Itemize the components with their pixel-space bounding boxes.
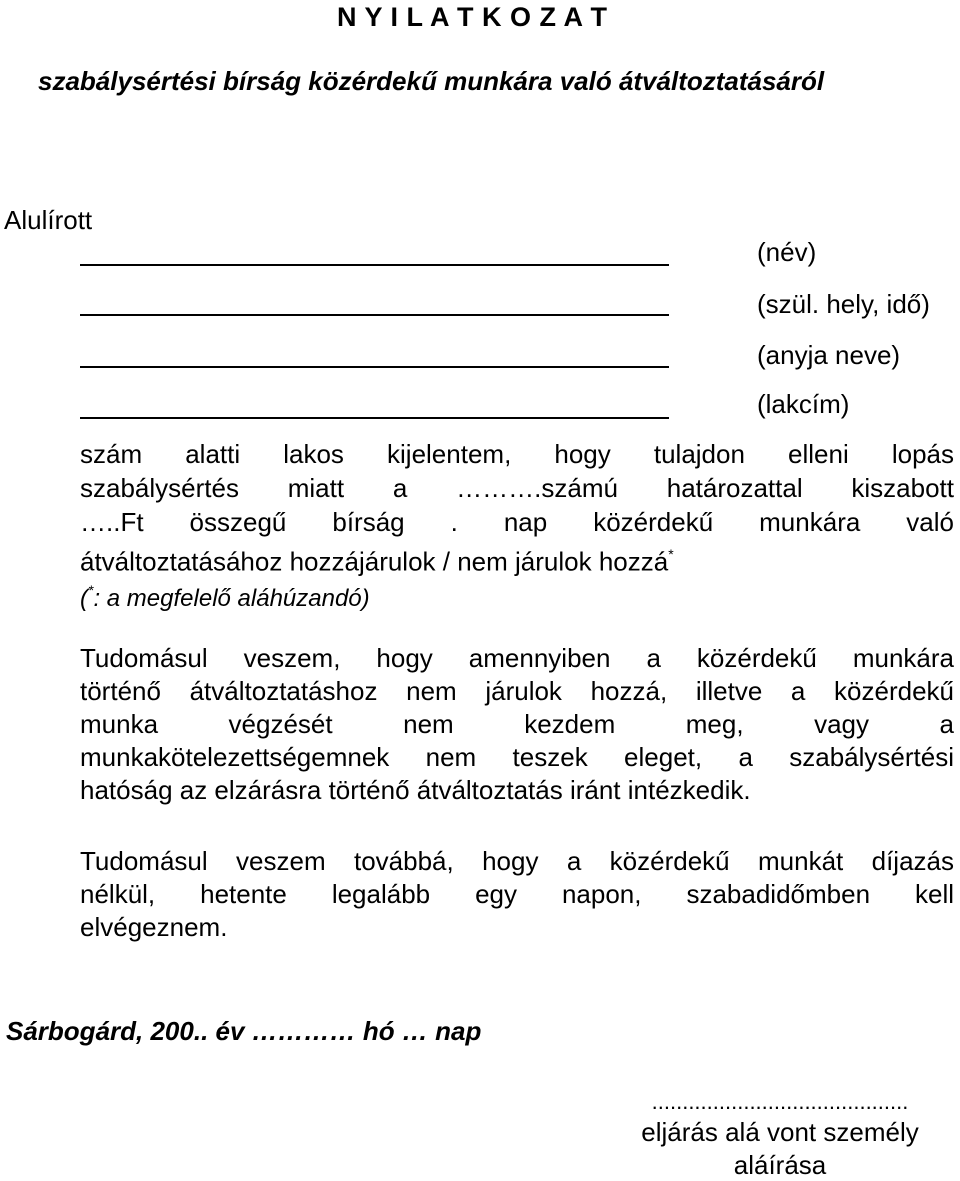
footnote-star: * [88,582,94,598]
signature-dots: .......................................... [651,1089,909,1114]
document-title: N Y I L A T K O Z A T [337,2,608,32]
signature-sublabel: aláírása [733,1150,827,1180]
paragraph1-last-line [80,540,954,579]
paragraph2-line: Tudomásul veszem, hogy amennyiben a közérdekű munkára [80,643,954,673]
footnote-open: ( [80,585,88,612]
paragraph2-line: történő átváltoztatáshoz nem járulok hozzá, illetve a közérdekű [80,676,954,706]
paragraph1-line: …..Ft összegű bírság . nap közérdekű munkára való [80,507,954,537]
paragraph1-line: szabálysértés miatt a ……….számú határozattal kiszabott [80,473,954,503]
footnote-text: : a megfelelő aláhúzandó) [93,585,370,612]
document-subtitle: szabálysértési bírság közérdekű munkára való átváltoztatásáról [38,66,825,96]
birth-label: (szül. hely, idő) [757,289,930,319]
paragraph3-last-line: elvégeznem. [80,912,228,942]
name-blank-line [80,264,669,266]
signature-label: eljárás alá vont személy [641,1117,919,1147]
footnote [80,576,954,616]
address-label: (lakcím) [757,389,850,419]
mother-label: (anyja neve) [757,340,901,370]
paragraph2-line: munka végzését nem kezdem meg, vagy a [80,709,954,739]
paragraph2-line: munkakötelezettségemnek nem teszek eleget, a szabálysértési [80,742,954,772]
name-label: (név) [757,237,817,267]
paragraph3-line: nélkül, hetente legalább egy napon, szabadidőmben kell [80,879,954,909]
paragraph2-last-line: hatóság az elzárásra történő átváltoztatás iránt intézkedik. [80,775,751,805]
paragraph1-line: szám alatti lakos kijelentem, hogy tulajdon elleni lopás [80,439,954,469]
mother-blank-line [80,366,669,368]
intro-text: Alulírott [4,205,93,235]
address-blank-line [80,417,669,419]
birth-blank-line [80,314,669,316]
footnote-marker: * [668,546,674,562]
paragraph3-line: Tudomásul veszem továbbá, hogy a közérdekű munkát díjazás [80,846,954,876]
place-date: Sárbogárd, 200.. év ………… hó … nap [6,1016,482,1046]
consent-text: átváltoztatásához hozzájárulok / nem járulok hozzá [80,546,669,577]
